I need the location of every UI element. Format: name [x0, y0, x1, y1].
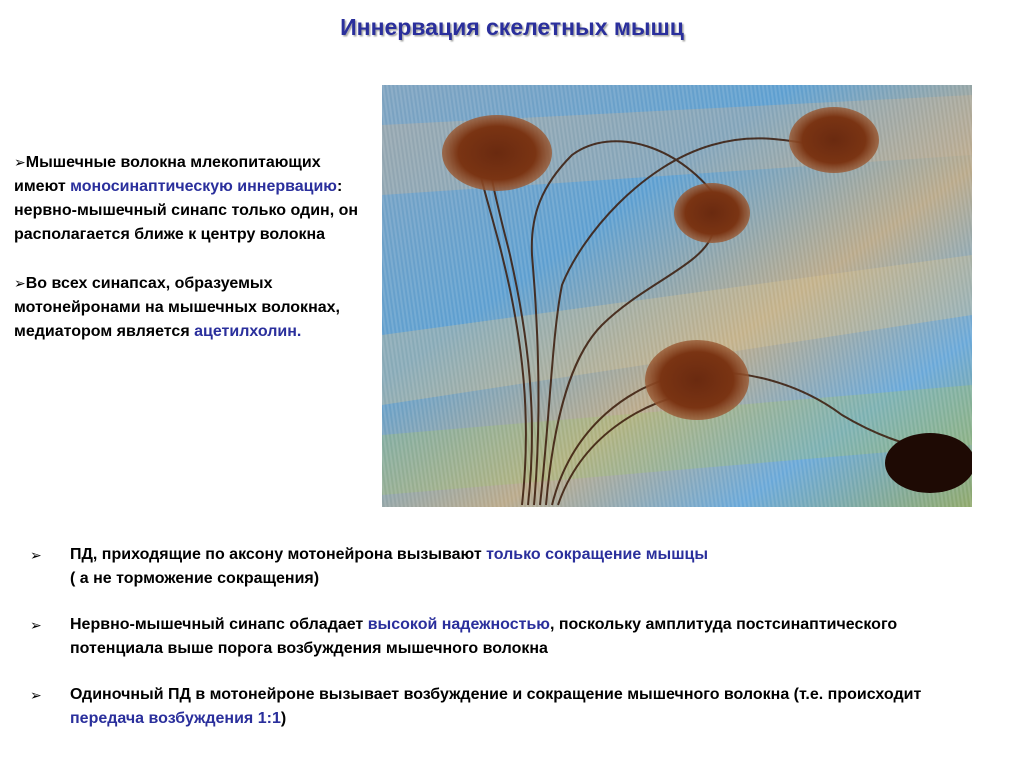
left-paragraph-2 — [14, 271, 364, 344]
left-text-block — [14, 150, 364, 368]
bullet-1-line-1: ПД, приходящие по аксону мотонейрона вызывают только сокращение мышцы — [70, 546, 709, 563]
left-p1-text: Мышечные волокна млекопитающих имеют — [14, 154, 321, 195]
left-p1-text-2: : нервно-мышечный синапс только один, он располагается ближе к центру волокна — [14, 178, 359, 243]
page-title: Иннервация скелетных мышц — [340, 14, 684, 40]
arrow-bullet-icon: ➢ — [30, 687, 42, 703]
left-p2-text: Во всех синапсах, образуемых мотонейронами на мышечных волокнах, медиатором является — [14, 275, 340, 340]
micrograph-image — [382, 85, 972, 507]
bullet-item — [30, 543, 990, 591]
bullet-item — [30, 683, 990, 731]
left-p1-highlight: моносинаптическую иннервацию — [70, 178, 337, 195]
arrow-bullet-icon: ➢ — [14, 275, 26, 291]
bullet-2-text: Нервно-мышечный синапс обладает высокой надежностью, поскольку амплитуда постсинаптического потенциала выше порога возбуждения мышечного волокна — [70, 616, 898, 657]
arrow-bullet-icon: ➢ — [14, 154, 26, 170]
left-p2-highlight: ацетилхолин. — [194, 323, 302, 340]
bullet-3-text: Одиночный ПД в мотонейроне вызывает возбуждение и сокращение мышечного волокна (т.е. происходит передача возбуждения 1:1) — [70, 686, 922, 727]
bullet-item — [30, 613, 990, 661]
arrow-bullet-icon: ➢ — [30, 617, 42, 633]
bottom-bullets — [30, 543, 990, 753]
left-paragraph-1 — [14, 150, 364, 247]
arrow-bullet-icon: ➢ — [30, 547, 42, 563]
bullet-1-line-2: ( а не торможение сокращения) — [70, 570, 320, 587]
